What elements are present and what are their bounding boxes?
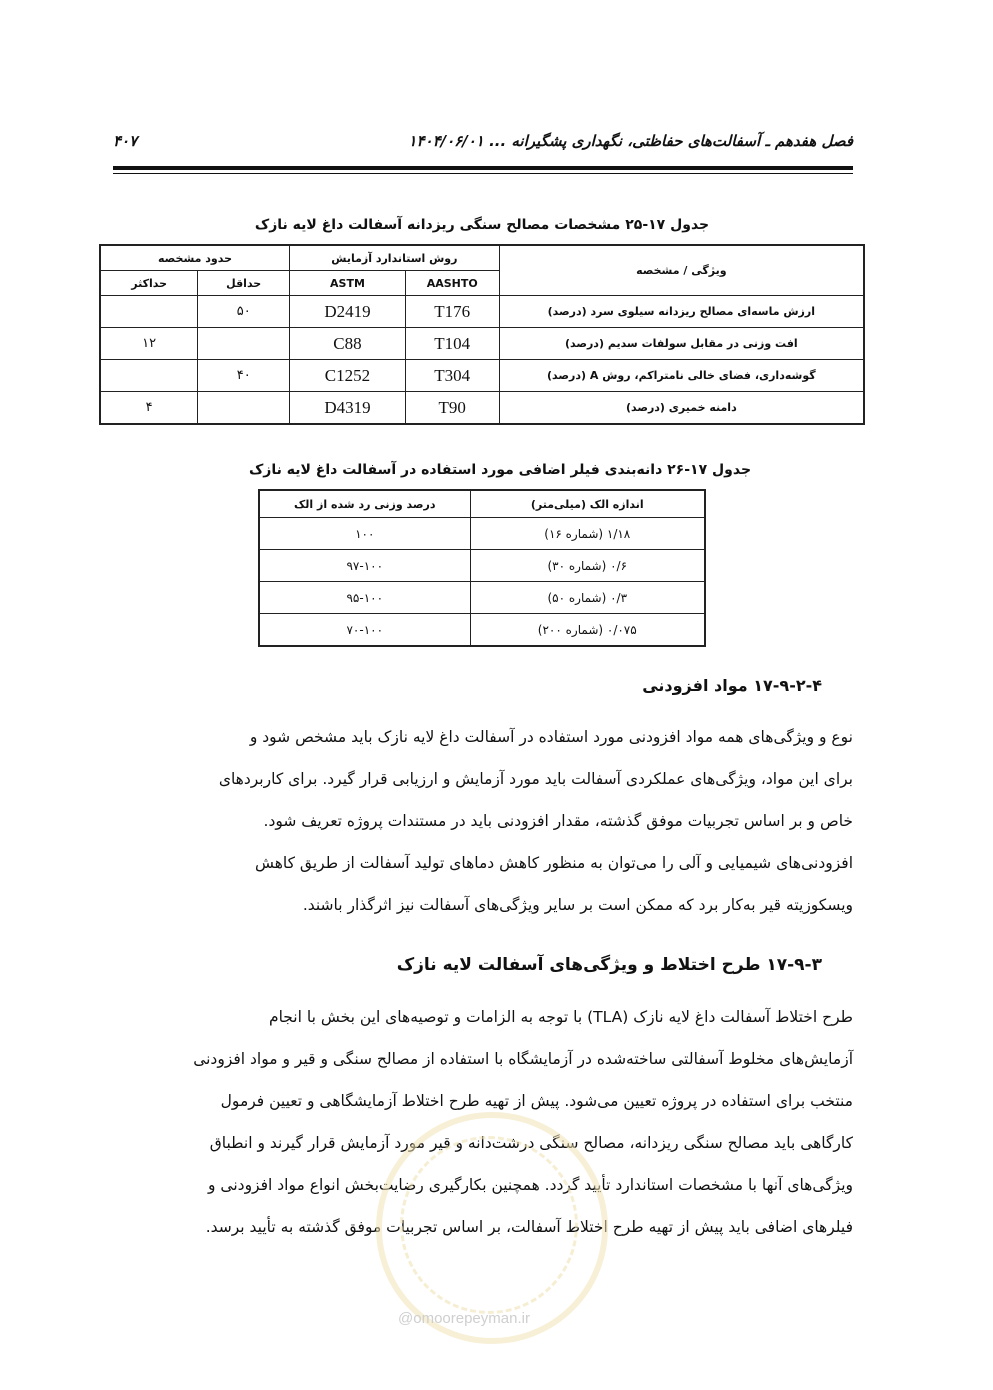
cell-astm: C1252 <box>290 360 406 392</box>
paragraph-line: خاص و بر اساس تجربیات موفق گذشته، مقدار افزودنی باید در مستندات پروژه تعریف شود. <box>263 812 853 830</box>
table-row <box>259 582 705 614</box>
page-header <box>113 128 853 158</box>
page-number: ۴۰۷ <box>113 132 138 150</box>
watermark-seal-inner <box>400 1136 578 1314</box>
cell-aashto: T104 <box>405 328 499 360</box>
cell-passing: ۱۰۰ <box>259 518 470 550</box>
col-header-property: ویژگی / مشخصه <box>499 245 864 296</box>
cell-sieve: ۰/۰۷۵ (شماره ۲۰۰) <box>470 614 705 647</box>
header-rule-thick <box>113 166 853 170</box>
paragraph-line: افزودنی‌های شیمیایی و آلی را می‌توان به منظور کاهش دماهای تولید آسفالت از طریق کاهش <box>254 854 853 872</box>
paragraph-line: طرح اختلاط آسفالت داغ لایه نازک (TLA) با توجه به الزامات و توصیه‌های این بخش با انجام <box>268 1008 853 1026</box>
table-row <box>100 328 864 360</box>
cell-aashto: T176 <box>405 296 499 328</box>
cell-min: ۴۰ <box>198 360 290 392</box>
cell-astm: C88 <box>290 328 406 360</box>
cell-max: ۴ <box>100 392 198 425</box>
paragraph-line: برای این مواد، ویژگی‌های عملکردی آسفالت باید مورد آزمایش و ارزیابی قرار گیرد. برای کاربردهای <box>218 770 853 788</box>
aggregate-spec-table <box>99 244 865 425</box>
section-heading-additives: ۱۷-۹-۲-۴ مواد افزودنی <box>642 676 822 695</box>
cell-passing: ۹۵-۱۰۰ <box>259 582 470 614</box>
cell-property: دامنه خمیری (درصد) <box>499 392 864 425</box>
chapter-title: فصل هفدهم ـ آسفالت‌های حفاظتی، نگهداری پشگیرانه ... ۱۴۰۴/۰۶/۰۱ <box>408 132 853 150</box>
table-row <box>259 550 705 582</box>
table-row <box>259 614 705 647</box>
cell-astm: D2419 <box>290 296 406 328</box>
cell-astm: D4319 <box>290 392 406 425</box>
paragraph-line: فیلرهای اضافی باید پیش از تهیه طرح اختلاط آسفالت، بر اساس تجربیات موفق گذشته به تأیید برسد. <box>205 1218 853 1236</box>
cell-property: افت وزنی در مقابل سولفات سدیم (درصد) <box>499 328 864 360</box>
table-row <box>100 392 864 425</box>
col-header-passing: درصد وزنی رد شده از الک <box>259 490 470 518</box>
cell-passing: ۷۰-۱۰۰ <box>259 614 470 647</box>
cell-min <box>198 392 290 425</box>
cell-sieve: ۰/۶ (شماره ۳۰) <box>470 550 705 582</box>
cell-property: گوشه‌داری، فضای خالی نامتراکم، روش A (درصد) <box>499 360 864 392</box>
col-header-min: حداقل <box>198 271 290 296</box>
paragraph-line: ویسکوزیته قیر به‌کار برد که ممکن است بر سایر ویژگی‌های آسفالت نیز اثرگذار باشند. <box>302 896 853 914</box>
cell-max <box>100 360 198 392</box>
paragraph-additives <box>113 716 853 926</box>
cell-aashto: T90 <box>405 392 499 425</box>
cell-passing: ۹۷-۱۰۰ <box>259 550 470 582</box>
table-row <box>100 360 864 392</box>
cell-max <box>100 296 198 328</box>
table-row <box>259 518 705 550</box>
section-heading-mix-design: ۱۷-۹-۳ طرح اختلاط و ویژگی‌های آسفالت لایه نازک <box>396 955 822 975</box>
cell-sieve: ۱/۱۸ (شماره ۱۶) <box>470 518 705 550</box>
col-header-sieve: اندازه الک (میلی‌متر) <box>470 490 705 518</box>
col-header-astm: ASTM <box>290 271 406 296</box>
table1-caption: جدول ۱۷-۲۵ مشخصات مصالح سنگی ریزدانه آسفالت داغ لایه نازک <box>254 217 710 233</box>
filler-gradation-table <box>258 489 706 647</box>
watermark-text: @omoorepeyman.ir <box>398 1310 530 1327</box>
table2-caption: جدول ۱۷-۲۶ دانه‌بندی فیلر اضافی مورد استفاده در آسفالت داغ لایه نازک <box>248 462 752 478</box>
cell-max: ۱۲ <box>100 328 198 360</box>
cell-min <box>198 328 290 360</box>
cell-property: ارزش ماسه‌ای مصالح ریزدانه سیلوی سرد (درصد) <box>499 296 864 328</box>
table-row <box>100 296 864 328</box>
paragraph-line: منتخب برای استفاده در پروژه تعیین می‌شود. پیش از تهیه طرح اختلاط آزمایشگاهی و تعیین فرمول <box>220 1092 853 1110</box>
col-header-limits: حدود مشخصه <box>100 245 290 271</box>
cell-min: ۵۰ <box>198 296 290 328</box>
paragraph-line: ویژگی‌های آنها با مشخصات استاندارد تأیید گردد. همچنین بکارگیری رضایت‌بخش انواع مواد افزودنی و <box>208 1176 853 1194</box>
cell-sieve: ۰/۳ (شماره ۵۰) <box>470 582 705 614</box>
cell-aashto: T304 <box>405 360 499 392</box>
col-header-aashto: AASHTO <box>405 271 499 296</box>
header-rule-thin <box>113 173 853 174</box>
paragraph-line: آزمایش‌های مخلوط آسفالتی ساخته‌شده در آزمایشگاه با استفاده از مصالح سنگی و قیر و مواد افزودنی <box>193 1050 853 1068</box>
col-header-method: روش استاندارد آزمایش <box>290 245 500 271</box>
paragraph-line: کارگاهی باید مصالح سنگی ریزدانه، مصالح سنگی درشت‌دانه و قیر مورد آزمایش قرار گیرند و انطباق <box>209 1134 853 1152</box>
col-header-max: حداکثر <box>100 271 198 296</box>
paragraph-line: نوع و ویژگی‌های همه مواد افزودنی مورد استفاده در آسفالت داغ لایه نازک باید مشخص شود و <box>249 728 853 746</box>
